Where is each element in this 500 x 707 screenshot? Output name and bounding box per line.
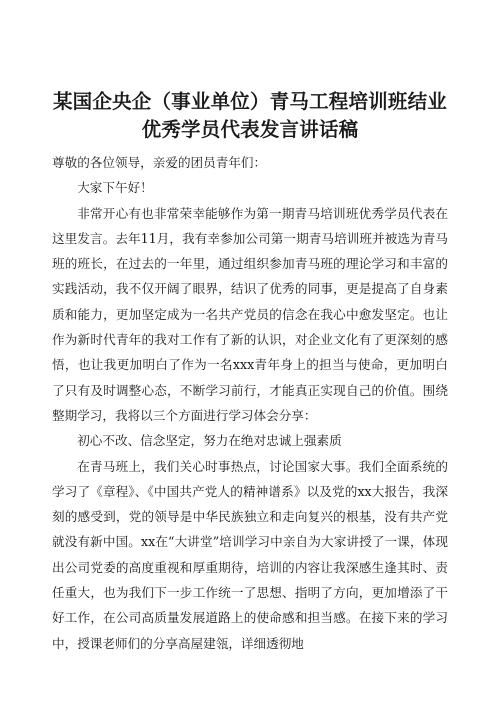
- document-title-line-1: 某国企央企（事业单位）青马工程培训班结业: [52, 90, 447, 113]
- greeting: 大家下午好！: [77, 180, 153, 196]
- section-heading-1: 初心不改、信念坚定，努力在绝对忠诚上强素质: [77, 433, 342, 449]
- salutation: 尊敬的各位领导，亲爱的团员青年们：: [52, 155, 267, 170]
- paragraph-section-1: 在青马班上，我们关心时事热点，讨论国家大事。我们全面系统的学习了《章程》、《中国共产党人的精神谱系》以及党的xx大报告，我深刻的感受到，党的领导是中华民族独立和走向复兴的根基，没有共产党就没有新中国。xx在“大讲堂”培训学习中亲自为大家讲授了一课，体现出公司党委的高度重视和厚重期待，培训的内容让我深感生逢其时、责任重大，也为我们下一步工作统一了思想、指明了方向，更加增添了干好工作，在公司高质量发展道路上的使命感和担当感。在接下来的学习中，授课老师们的分享高屋建瓴，详细透彻地: [52, 458, 448, 651]
- document-title-line-2: 优秀学员代表发言讲话稿: [141, 118, 359, 141]
- paragraph-introduction: 非常开心有也非常荣幸能够作为第一期青马培训班优秀学员代表在这里发言。去年11月，我有幸参加公司第一期青马培训班并被选为青马班的班长，在过去的一年里，通过组织参加青马班的理论学习和丰富的实践活动，我不仅开阔了眼界，结识了优秀的同事，更是提高了自身素质和能力，更加坚定成为一名共产党员的信念在我心中愈发坚定。也让作为新时代青年的我对工作有了新的认识，对企业文化有了更深刻的感悟，也让我更加明白了作为一名xxx青年身上的担当与使命，更加明白了只有及时调整心态，不断学习前行，才能真正实现自己的价值。围绕整期学习，我将以三个方面进行学习体会分享：: [52, 205, 448, 423]
